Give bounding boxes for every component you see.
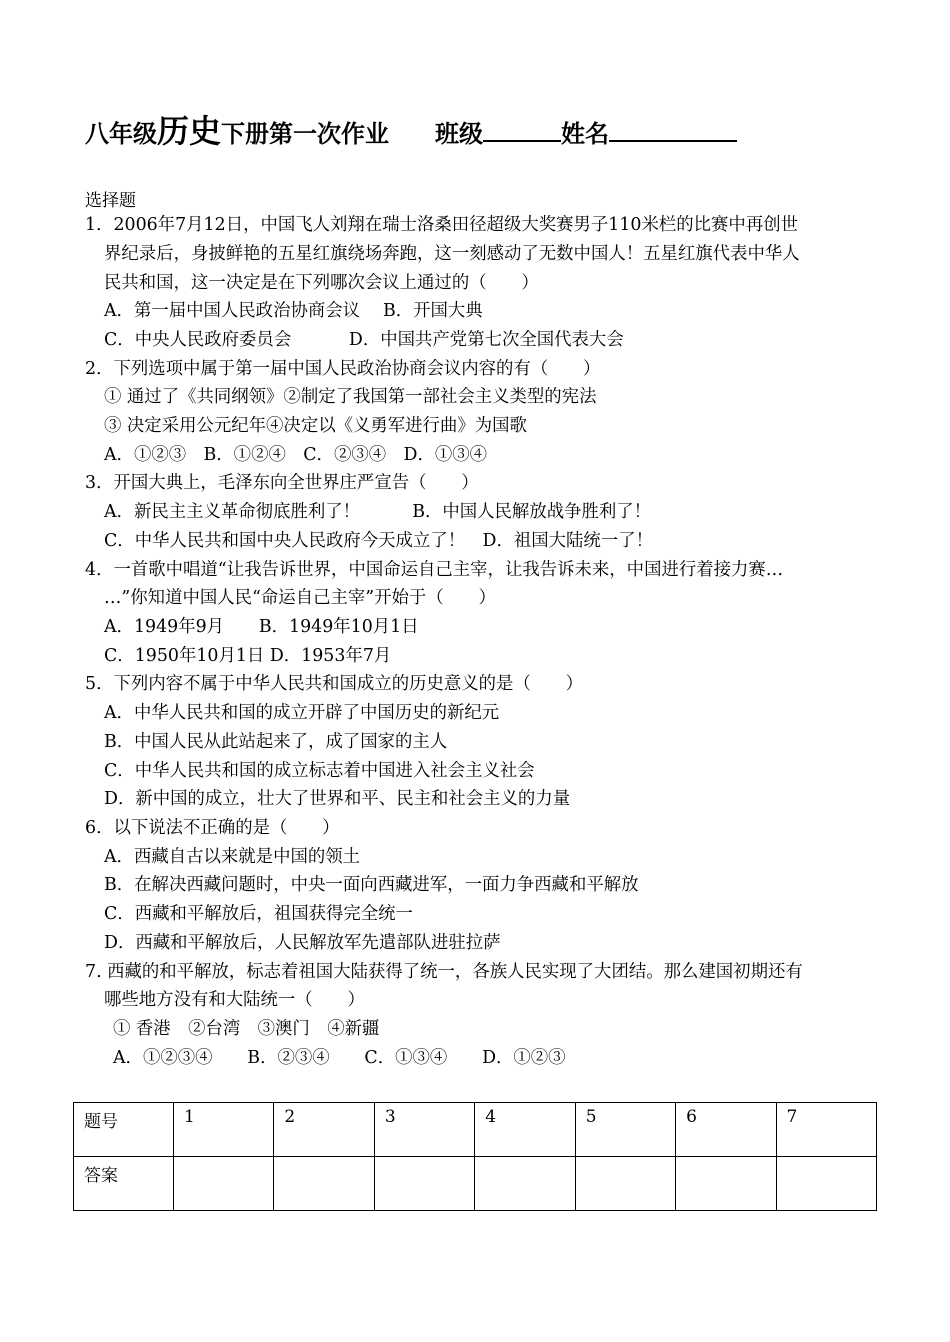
answer-table-answer-row — [74, 1157, 877, 1211]
answer-table-header-row — [74, 1103, 877, 1157]
answer-cell-7[interactable] — [776, 1157, 876, 1211]
name-label: 姓名 — [561, 119, 610, 148]
question-1-line-2: 界纪录后，身披鲜艳的五星红旗绕场奔跑，这一刻感动了无数中国人！五星红旗代表中华人 — [104, 244, 800, 264]
question-1-line-3: 民共和国，这一决定是在下列哪次会议上通过的（ ） — [104, 273, 539, 293]
question-number-6: 6 — [676, 1103, 776, 1157]
answer-cell-4[interactable] — [475, 1157, 575, 1211]
question-2-stem: 2．下列选项中属于第一届中国人民政治协商会议内容的有（ ） — [85, 359, 601, 379]
question-4-options-ab: A．1949年9月 B．1949年10月1日 — [104, 617, 419, 637]
question-5-option-b: B．中国人民从此站起来了，成了国家的主人 — [104, 732, 448, 752]
title-grade: 八年级 — [85, 119, 157, 148]
question-5-stem: 5．下列内容不属于中华人民共和国成立的历史意义的是（ ） — [85, 674, 584, 694]
question-6-option-c: C．西藏和平解放后，祖国获得完全统一 — [104, 904, 413, 924]
answer-table — [73, 1102, 877, 1211]
question-6-option-b: B．在解决西藏问题时，中央一面向西藏进军，一面力争西藏和平解放 — [104, 875, 639, 895]
question-4-options-cd: C．1950年10月1日 D．1953年7月 — [104, 646, 392, 666]
question-3-stem: 3．开国大典上，毛泽东向全世界庄严宣告（ ） — [85, 473, 479, 493]
question-3-options-cd: C．中华人民共和国中央人民政府今天成立了！ D．祖国大陆统一了！ — [104, 531, 653, 551]
name-blank[interactable] — [609, 112, 737, 142]
title-suffix: 下册第一次作业 — [221, 119, 390, 148]
section-heading: 选择题 — [85, 191, 136, 211]
question-4-line-2: …”你知道中国人民“命运自己主宰”开始于（ ） — [104, 588, 496, 608]
class-blank[interactable] — [483, 112, 561, 142]
title-subject: 历史 — [157, 112, 222, 150]
question-2-options: A．①②③ B．①②④ C．②③④ D．①③④ — [104, 445, 488, 465]
answer-label: 答案 — [74, 1157, 174, 1211]
question-4-line-1: 4．一首歌中唱道“让我告诉世界，中国命运自己主宰，让我告诉未来，中国进行着接力赛… — [85, 560, 784, 580]
question-1-options-ab: A．第一届中国人民政治协商会议 B．开国大典 — [104, 301, 483, 321]
question-number-5: 5 — [575, 1103, 675, 1157]
question-1-line-1: 1．2006年7月12日，中国飞人刘翔在瑞士洛桑田径超级大奖赛男子110米栏的比赛中再创世 — [85, 215, 798, 235]
question-3-options-ab: A．新民主主义革命彻底胜利了！ B．中国人民解放战争胜利了！ — [104, 502, 652, 522]
question-number-label: 题号 — [74, 1103, 174, 1157]
question-number-2: 2 — [274, 1103, 374, 1157]
question-6-option-d: D．西藏和平解放后，人民解放军先遣部队进驻拉萨 — [104, 933, 501, 953]
answer-cell-1[interactable] — [174, 1157, 274, 1211]
worksheet-title — [85, 106, 737, 152]
question-7-line-1: 7. 西藏的和平解放，标志着祖国大陆获得了统一，各族人民实现了大团结。那么建国初期还有 — [85, 962, 803, 982]
answer-cell-5[interactable] — [575, 1157, 675, 1211]
question-number-7: 7 — [776, 1103, 876, 1157]
question-number-4: 4 — [475, 1103, 575, 1157]
answer-cell-2[interactable] — [274, 1157, 374, 1211]
question-7-options: A．①②③④ B．②③④ C．①③④ D．①②③ — [113, 1048, 566, 1068]
question-number-1: 1 — [174, 1103, 274, 1157]
question-6-stem: 6．以下说法不正确的是（ ） — [85, 818, 340, 838]
question-7-items: ① 香港 ②台湾 ③澳门 ④新疆 — [113, 1019, 380, 1039]
question-5-option-a: A．中华人民共和国的成立开辟了中国历史的新纪元 — [104, 703, 500, 723]
question-7-line-2: 哪些地方没有和大陆统一（ ） — [104, 990, 365, 1010]
question-number-3: 3 — [374, 1103, 474, 1157]
question-2-items-34: ③ 决定采用公元纪年④决定以《义勇军进行曲》为国歌 — [104, 416, 527, 436]
question-6-option-a: A．西藏自古以来就是中国的领土 — [104, 847, 361, 867]
question-1-options-cd: C．中央人民政府委员会 D．中国共产党第七次全国代表大会 — [104, 330, 624, 350]
question-5-option-d: D．新中国的成立，壮大了世界和平、民主和社会主义的力量 — [104, 789, 571, 809]
question-5-option-c: C．中华人民共和国的成立标志着中国进入社会主义社会 — [104, 761, 535, 781]
answer-cell-6[interactable] — [676, 1157, 776, 1211]
answer-cell-3[interactable] — [374, 1157, 474, 1211]
class-label: 班级 — [435, 119, 484, 148]
question-2-items-12: ① 通过了《共同纲领》②制定了我国第一部社会主义类型的宪法 — [104, 387, 597, 407]
